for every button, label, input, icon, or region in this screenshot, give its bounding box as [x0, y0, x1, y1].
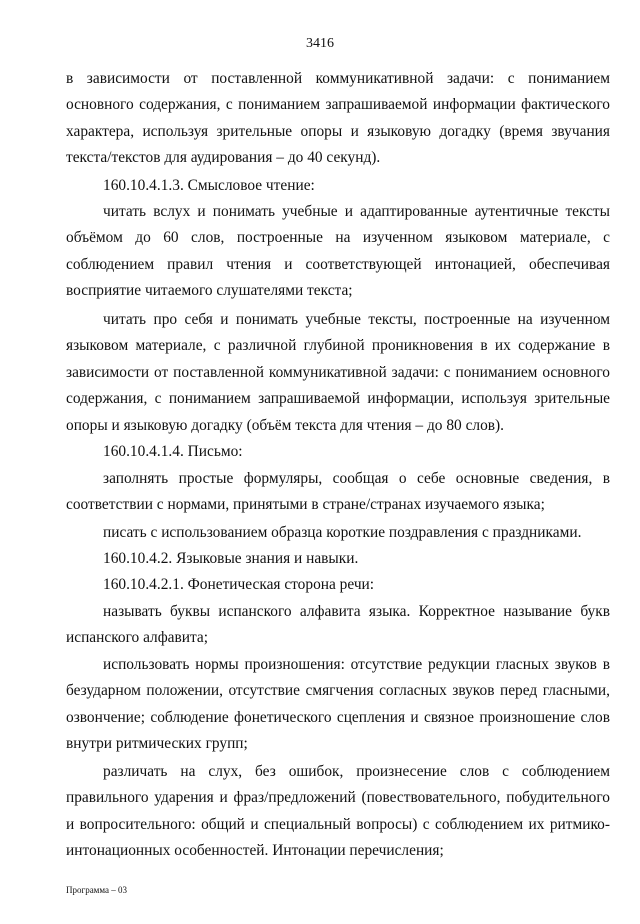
paragraph-alphabet: называть буквы испанского алфавита языка. Корректное называние букв испанского алфавита;: [66, 603, 610, 647]
heading-semantic-reading: 160.10.4.1.3. Смысловое чтение:: [103, 177, 315, 194]
heading-writing: 160.10.4.1.4. Письмо:: [103, 443, 243, 460]
paragraph-pronunciation-norms: использовать нормы произношения: отсутствие редукции гласных звуков в безударном положении, отсутствие смягчения согласных звуков перед гласными, озвончение; соблюдение фонетического сцепления и связное произношение слов внутри ритмических групп;: [66, 656, 610, 753]
heading-language-skills: 160.10.4.2. Языковые знания и навыки.: [103, 550, 359, 567]
paragraph-read-aloud: читать вслух и понимать учебные и адаптированные аутентичные тексты объёмом до 60 слов, построенные на изученном языковом материале, с соблюдением правил чтения и соответствующей интонацией, обеспечивая восприятие читаемого слушателями текста;: [66, 203, 610, 300]
paragraph-read-silently: читать про себя и понимать учебные тексты, построенные на изученном языковом материале, с различной глубиной проникновения в их содержание в зависимости от поставленной коммуникативной задачи: с пониманием основного содержания, с пониманием запрашиваемой информации, используя зрительные опоры и языковую догадку (объём текста для чтения – до 80 слов).: [66, 311, 610, 434]
page-number: 3416: [306, 36, 334, 51]
paragraph-write-greetings: писать с использованием образца короткие поздравления с праздниками.: [103, 524, 582, 541]
paragraph-listening-continuation: в зависимости от поставленной коммуникативной задачи: с пониманием основного содержания, с пониманием запрашиваемой информации фактического характера, используя зрительные опоры и языковую догадку (время звучания текста/текстов для аудирования – до 40 секунд).: [66, 70, 610, 167]
footer-program-label: Программа – 03: [66, 885, 128, 895]
paragraph-fill-forms: заполнять простые формуляры, сообщая о себе основные сведения, в соответствии с нормами, принятыми в стране/странах изучаемого языка;: [66, 470, 610, 514]
heading-phonetics: 160.10.4.2.1. Фонетическая сторона речи:: [103, 576, 375, 593]
paragraph-distinguish-by-ear: различать на слух, без ошибок, произнесение слов с соблюдением правильного ударения и фраз/предложений (повествовательного, побудительного и вопросительного: общий и специальный вопросы) с соблюдением их ритмико-интонационных особенностей. Интонации перечисления;: [66, 763, 610, 860]
